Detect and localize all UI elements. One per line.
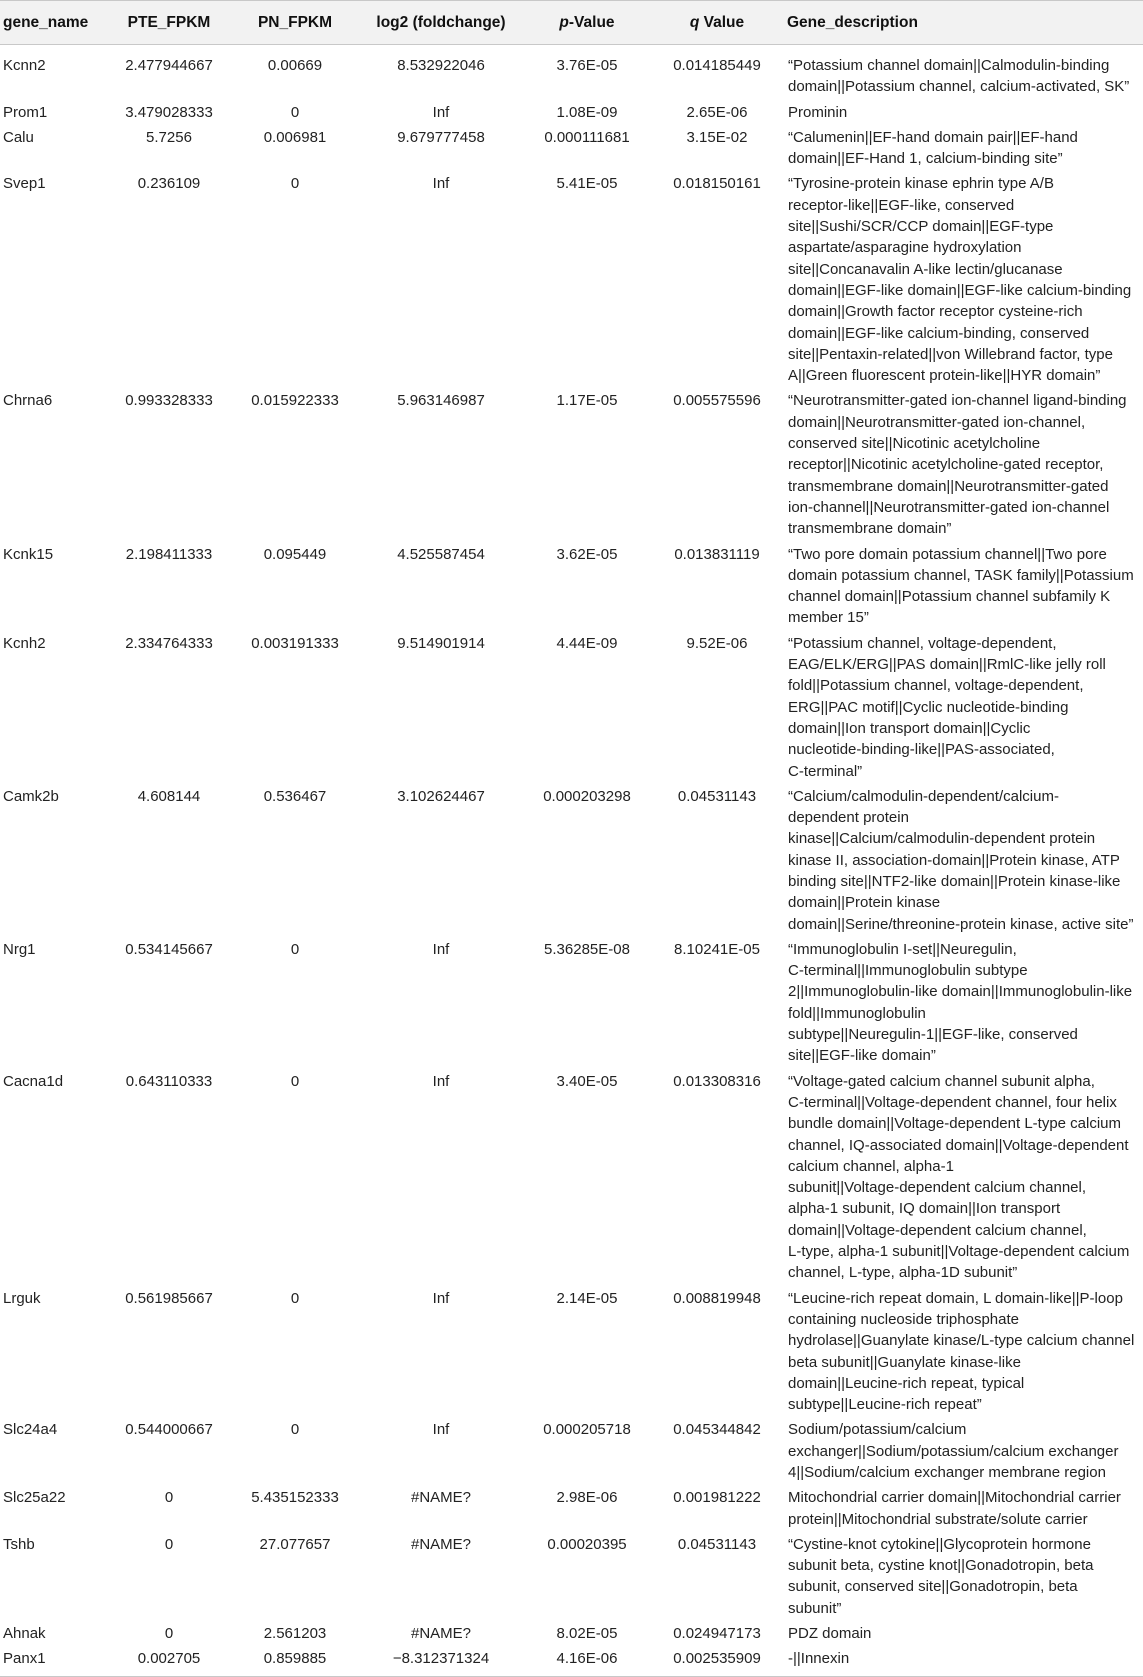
table-row (0, 1621, 1143, 1646)
gene-description-cell (784, 125, 1143, 172)
gene-description-cell (784, 542, 1143, 631)
description-line: EAG/ELK/ERG||PAS domain||RmlC-like jelly roll (788, 656, 1106, 674)
p-value-cell: 3.40E-05 (556, 1072, 618, 1090)
log2-foldchange-cell: Inf (432, 1072, 450, 1090)
pte-fpkm-cell: 2.198411333 (125, 545, 213, 563)
gene-name-cell: Nrg1 (3, 940, 36, 958)
q-value-cell: 0.014185449 (673, 57, 761, 74)
gene-name-cell: Svep1 (3, 175, 46, 193)
log2-foldchange-cell: Inf (432, 940, 450, 958)
pn-fpkm-cell: 0 (290, 1421, 300, 1439)
description-line: Mitochondrial carrier domain||Mitochondrial carrier (788, 1489, 1121, 1507)
pte-fpkm-cell: 4.608144 (137, 787, 201, 805)
description-line: domain||Serine/threonine-protein kinase, active site” (788, 915, 1134, 933)
header-p-label: -Value (568, 13, 615, 31)
pte-fpkm-cell: 3.479028333 (125, 103, 213, 121)
description-line: kinase II, association-domain||Protein kinase, ATP (788, 851, 1120, 869)
table-row (0, 937, 1143, 1069)
pte-fpkm-cell: 0.561985667 (125, 1289, 213, 1307)
q-value-cell: 8.10241E-05 (674, 940, 760, 958)
description-line: “Potassium channel domain||Calmodulin-binding (788, 57, 1110, 74)
description-line: 4||Sodium/calcium exchanger membrane region (788, 1464, 1106, 1481)
pte-fpkm-cell: 0 (164, 1535, 174, 1553)
table-row (0, 1286, 1143, 1418)
q-value-cell: 0.045344842 (673, 1421, 761, 1439)
gene-description-cell (784, 1621, 1143, 1646)
gene-description-cell (784, 1646, 1143, 1676)
log2-foldchange-cell: Inf (432, 1421, 450, 1439)
header-p-italic: p (559, 13, 569, 31)
description-line: site||Sushi/SCR/CCP domain||EGF-type (788, 218, 1054, 236)
header-description-label: Gene_description (787, 13, 918, 31)
description-line: kinase||Calcium/calmodulin-dependent protein (788, 830, 1096, 848)
description-line: “Calcium/calmodulin-dependent/calcium- (788, 787, 1059, 805)
gene-name-cell: Prom1 (3, 103, 48, 121)
gene-description-cell (784, 784, 1143, 937)
p-value-cell: 0.00020395 (547, 1535, 627, 1553)
log2-foldchange-cell: 9.514901914 (397, 634, 485, 652)
description-line: ion-channel||Neurotransmitter-gated ion-channel (788, 498, 1110, 516)
pte-fpkm-cell: 0.544000667 (125, 1421, 213, 1439)
pn-fpkm-cell: 0.015922333 (251, 392, 339, 410)
gene-name-cell: Tshb (3, 1535, 35, 1553)
header-q-value (650, 1, 784, 45)
description-line: “Neurotransmitter-gated ion-channel ligand-binding (788, 392, 1127, 410)
description-line: Sodium/potassium/calcium (788, 1421, 967, 1439)
pte-fpkm-cell: 0.002705 (106, 1646, 232, 1676)
log2-foldchange-cell: 4.525587454 (397, 545, 485, 563)
q-value-cell: 0.002535909 (650, 1646, 784, 1676)
description-line: exchanger||Sodium/potassium/calcium exchanger (788, 1442, 1119, 1460)
description-line: dependent protein (788, 809, 909, 827)
log2-foldchange-cell: 5.963146987 (397, 392, 485, 410)
description-line: subunit” (788, 1599, 842, 1617)
header-p-value (524, 1, 650, 45)
description-line: site||Concanavalin A-like lectin/glucanase (788, 260, 1063, 278)
p-value-cell: 4.44E-09 (556, 634, 618, 652)
p-value-cell: 1.08E-09 (556, 103, 618, 121)
gene-description-cell (784, 937, 1143, 1069)
p-value-cell: 0.000111681 (544, 128, 630, 146)
p-value-cell: 5.36285E-08 (544, 940, 630, 958)
table-header (0, 1, 1143, 45)
description-line: domain||Leucine-rich repeat, typical (788, 1374, 1025, 1392)
gene-description-cell (784, 171, 1143, 388)
pn-fpkm-cell: 0 (290, 1072, 300, 1090)
description-line: channel, L-type, alpha-1D subunit” (788, 1264, 1018, 1282)
table-row (0, 1417, 1143, 1485)
description-line: “Cystine-knot cytokine||Glycoprotein hormone (788, 1535, 1091, 1553)
log2-foldchange-cell: #NAME? (410, 1625, 472, 1643)
description-line: Prominin (788, 103, 848, 121)
p-value-cell: 3.76E-05 (556, 57, 618, 74)
table-row (0, 542, 1143, 631)
gene-name-cell: Kcnh2 (3, 634, 46, 652)
table-row (0, 784, 1143, 937)
pn-fpkm-cell: 0.00669 (267, 57, 323, 74)
description-line: channel, IQ-associated domain||Voltage-dependent (788, 1136, 1129, 1154)
q-value-cell: 9.52E-06 (686, 634, 748, 652)
pte-fpkm-cell: 2.334764333 (125, 634, 213, 652)
p-value-cell: 2.14E-05 (556, 1289, 618, 1307)
q-value-cell: 0.005575596 (673, 392, 761, 410)
q-value-cell: 0.024947173 (673, 1625, 761, 1643)
pn-fpkm-cell: 0.095449 (263, 545, 327, 563)
q-value-cell: 0.001981222 (673, 1489, 761, 1507)
description-line: domain||Neurotransmitter-gated ion-channel, (788, 413, 1086, 431)
description-line: protein||Mitochondrial substrate/solute carrier (788, 1510, 1088, 1528)
description-line: domain potassium channel, TASK family||Potassium (788, 566, 1134, 584)
description-line: C-terminal||Voltage-dependent channel, four helix (788, 1093, 1117, 1111)
table-body (0, 45, 1143, 1677)
description-line: receptor||Nicotinic acetylcholine-gated receptor, (788, 456, 1104, 474)
p-value-cell: 0.000203298 (543, 787, 631, 805)
log2-foldchange-cell: Inf (432, 1289, 450, 1307)
description-line: binding site||NTF2-like domain||Protein kinase-like (788, 872, 1121, 890)
table-row (0, 1485, 1143, 1532)
p-value-cell: 3.62E-05 (556, 545, 618, 563)
description-line: alpha-1 subunit, IQ domain||Ion transport (788, 1200, 1061, 1218)
gene-name-cell: Chrna6 (3, 392, 53, 410)
description-line: “Tyrosine-protein kinase ephrin type A/B (788, 175, 1054, 193)
gene-description-cell (784, 1069, 1143, 1286)
header-q-italic: q (689, 13, 700, 31)
description-line: domain||Ion transport domain||Cyclic (788, 719, 1031, 737)
log2-foldchange-cell: #NAME? (410, 1489, 472, 1507)
description-line: bundle domain||Voltage-dependent L-type calcium (788, 1115, 1122, 1133)
description-line: channel domain||Potassium channel subfamily K (788, 588, 1111, 606)
description-line: “Voltage-gated calcium channel subunit alpha, (788, 1072, 1095, 1090)
header-pn-fpkm (232, 1, 358, 45)
description-line: aspartate/asparagine hydroxylation (788, 239, 1022, 257)
description-line: subtype||Leucine-rich repeat” (788, 1396, 982, 1414)
gene-name-cell: Kcnn2 (3, 57, 46, 74)
description-line: containing nucleoside triphosphate (788, 1310, 1019, 1328)
log2-foldchange-cell: 9.679777458 (397, 128, 485, 146)
pn-fpkm-cell: 0.006981 (263, 128, 327, 146)
table-row (0, 125, 1143, 172)
table-row (0, 100, 1143, 125)
log2-foldchange-cell: #NAME? (410, 1535, 472, 1553)
gene-name-cell: Kcnk15 (3, 545, 54, 563)
pn-fpkm-cell: 0 (290, 103, 300, 121)
description-line: conserved site||Nicotinic acetylcholine (788, 435, 1041, 453)
pn-fpkm-cell: 0.536467 (263, 787, 327, 805)
p-value-cell: 0.000205718 (543, 1421, 631, 1439)
description-line: fold||Immunoglobulin (788, 1004, 926, 1022)
description-line: domain||EGF-like domain||EGF-like calcium-binding (788, 281, 1132, 299)
description-line: site||EGF-like domain” (788, 1047, 936, 1065)
table-row (0, 45, 1143, 100)
gene-description-cell (784, 1417, 1143, 1485)
pn-fpkm-cell: 0.003191333 (251, 634, 339, 652)
description-line: member 15” (788, 609, 869, 627)
pn-fpkm-cell: 5.435152333 (251, 1489, 339, 1507)
gene-name-cell: Ahnak (3, 1625, 46, 1643)
p-value-cell: 2.98E-06 (556, 1489, 618, 1507)
pn-fpkm-cell: 0.859885 (232, 1646, 358, 1676)
pn-fpkm-cell: 0 (290, 1289, 300, 1307)
description-line: domain||Growth factor receptor cysteine-rich (788, 303, 1083, 321)
header-log2-label: log2 (foldchange) (376, 13, 506, 31)
log2-foldchange-cell: −8.312371324 (358, 1646, 524, 1676)
header-q-label: Value (699, 13, 745, 31)
description-line: PDZ domain (788, 1625, 872, 1643)
description-line: receptor-like||EGF-like, conserved (788, 196, 1015, 214)
description-line: C-terminal” (788, 762, 863, 780)
log2-foldchange-cell: Inf (432, 175, 450, 193)
description-line: beta subunit||Guanylate kinase-like (788, 1353, 1021, 1371)
header-gene-name-label: gene_name (3, 13, 89, 31)
description-line: transmembrane domain” (788, 520, 952, 538)
description-line: A||Green fluorescent protein-like||HYR domain” (788, 367, 1101, 385)
q-value-cell: 0.04531143 (677, 787, 757, 805)
header-log2-foldchange (358, 1, 524, 45)
table-row (0, 388, 1143, 541)
table-row (0, 1646, 1143, 1676)
gene-description-cell (784, 100, 1143, 125)
log2-foldchange-cell: 8.532922046 (397, 57, 485, 74)
pte-fpkm-cell: 2.477944667 (125, 57, 213, 74)
header-gene-name (0, 1, 106, 45)
gene-description-cell (784, 388, 1143, 541)
description-line: -||Innexin (788, 1650, 850, 1668)
q-value-cell: 0.018150161 (673, 175, 761, 193)
table-row (0, 631, 1143, 784)
pte-fpkm-cell: 0.643110333 (125, 1072, 213, 1090)
gene-name-cell: Lrguk (3, 1289, 41, 1307)
description-line: subunit beta, cystine knot||Gonadotropin, beta (788, 1557, 1094, 1575)
gene-name-cell: Camk2b (3, 787, 59, 805)
gene-name-cell: Calu (3, 128, 34, 146)
header-pte-fpkm (106, 1, 232, 45)
pte-fpkm-cell: 0.993328333 (125, 392, 213, 410)
description-line: ERG||PAC motif||Cyclic nucleotide-binding (788, 698, 1069, 716)
header-pn-fpkm-label: PN_FPKM (257, 13, 333, 31)
description-line: site||Pentaxin-related||von Willebrand factor, type (788, 345, 1113, 363)
gene-description-cell (784, 1286, 1143, 1418)
p-value-cell: 5.41E-05 (556, 175, 618, 193)
description-line: domain||EGF-like calcium-binding, conserved (788, 324, 1090, 342)
q-value-cell: 0.013308316 (673, 1072, 761, 1090)
description-line: fold||Potassium channel, voltage-dependent, (788, 677, 1084, 695)
description-line: “Immunoglobulin I-set||Neuregulin, (788, 940, 1017, 958)
q-value-cell: 0.04531143 (677, 1535, 757, 1553)
gene-name-cell: Cacna1d (3, 1072, 64, 1090)
gene-name-cell: Panx1 (0, 1646, 106, 1676)
q-value-cell: 2.65E-06 (686, 103, 748, 121)
pte-fpkm-cell: 5.7256 (146, 128, 192, 146)
pn-fpkm-cell: 0 (290, 940, 300, 958)
gene-name-cell: Slc24a4 (3, 1421, 58, 1439)
description-line: C-terminal||Immunoglobulin subtype (788, 962, 1028, 980)
description-line: L-type, alpha-1 subunit||Voltage-dependent calcium (788, 1243, 1130, 1261)
log2-foldchange-cell: 3.102624467 (397, 787, 485, 805)
q-value-cell: 0.013831119 (674, 545, 760, 563)
q-value-cell: 3.15E-02 (686, 128, 748, 146)
description-line: “Potassium channel, voltage-dependent, (788, 634, 1057, 652)
table-row (0, 1532, 1143, 1621)
table-row (0, 1069, 1143, 1286)
description-line: domain||Potassium channel, calcium-activated, SK” (788, 78, 1130, 96)
pte-fpkm-cell: 0 (164, 1625, 174, 1643)
header-pte-fpkm-label: PTE_FPKM (127, 13, 211, 31)
gene-description-cell (784, 45, 1143, 100)
description-line: subunit, conserved site||Gonadotropin, beta (788, 1578, 1078, 1596)
description-line: domain||Voltage-dependent calcium channel, (788, 1221, 1087, 1239)
gene-description-cell (784, 1532, 1143, 1621)
description-line: nucleotide-binding-like||PAS-associated, (788, 741, 1055, 759)
header-gene-description (784, 1, 1143, 45)
q-value-cell: 0.008819948 (673, 1289, 761, 1307)
description-line: domain||Protein kinase (788, 894, 941, 912)
log2-foldchange-cell: Inf (432, 103, 450, 121)
table-row (0, 171, 1143, 388)
pn-fpkm-cell: 27.077657 (259, 1535, 331, 1553)
description-line: subtype||Neuregulin-1||EGF-like, conserved (788, 1026, 1078, 1044)
description-line: 2||Immunoglobulin-like domain||Immunoglobulin-like (788, 983, 1133, 1001)
gene-name-cell: Slc25a22 (3, 1489, 66, 1507)
description-line: “Two pore domain potassium channel||Two pore (788, 545, 1107, 563)
p-value-cell: 8.02E-05 (556, 1625, 618, 1643)
description-line: “Calumenin||EF-hand domain pair||EF-hand (788, 128, 1078, 146)
description-line: calcium channel, alpha-1 (788, 1157, 954, 1175)
description-line: transmembrane domain||Neurotransmitter-gated (788, 477, 1109, 495)
p-value-cell: 4.16E-06 (524, 1646, 650, 1676)
description-line: subunit||Voltage-dependent calcium channel, (788, 1179, 1087, 1197)
pte-fpkm-cell: 0.534145667 (125, 940, 213, 958)
header-row (0, 1, 1143, 45)
gene-description-cell (784, 1485, 1143, 1532)
gene-description-cell (784, 631, 1143, 784)
pte-fpkm-cell: 0.236109 (137, 175, 201, 193)
p-value-cell: 1.17E-05 (556, 392, 618, 410)
pn-fpkm-cell: 2.561203 (263, 1625, 327, 1643)
description-line: “Leucine-rich repeat domain, L domain-like||P-loop (788, 1289, 1123, 1307)
description-line: domain||EF-Hand 1, calcium-binding site” (788, 150, 1063, 168)
pte-fpkm-cell: 0 (164, 1489, 174, 1507)
pn-fpkm-cell: 0 (290, 175, 300, 193)
description-line: hydrolase||Guanylate kinase/L-type calcium channel (788, 1332, 1135, 1350)
